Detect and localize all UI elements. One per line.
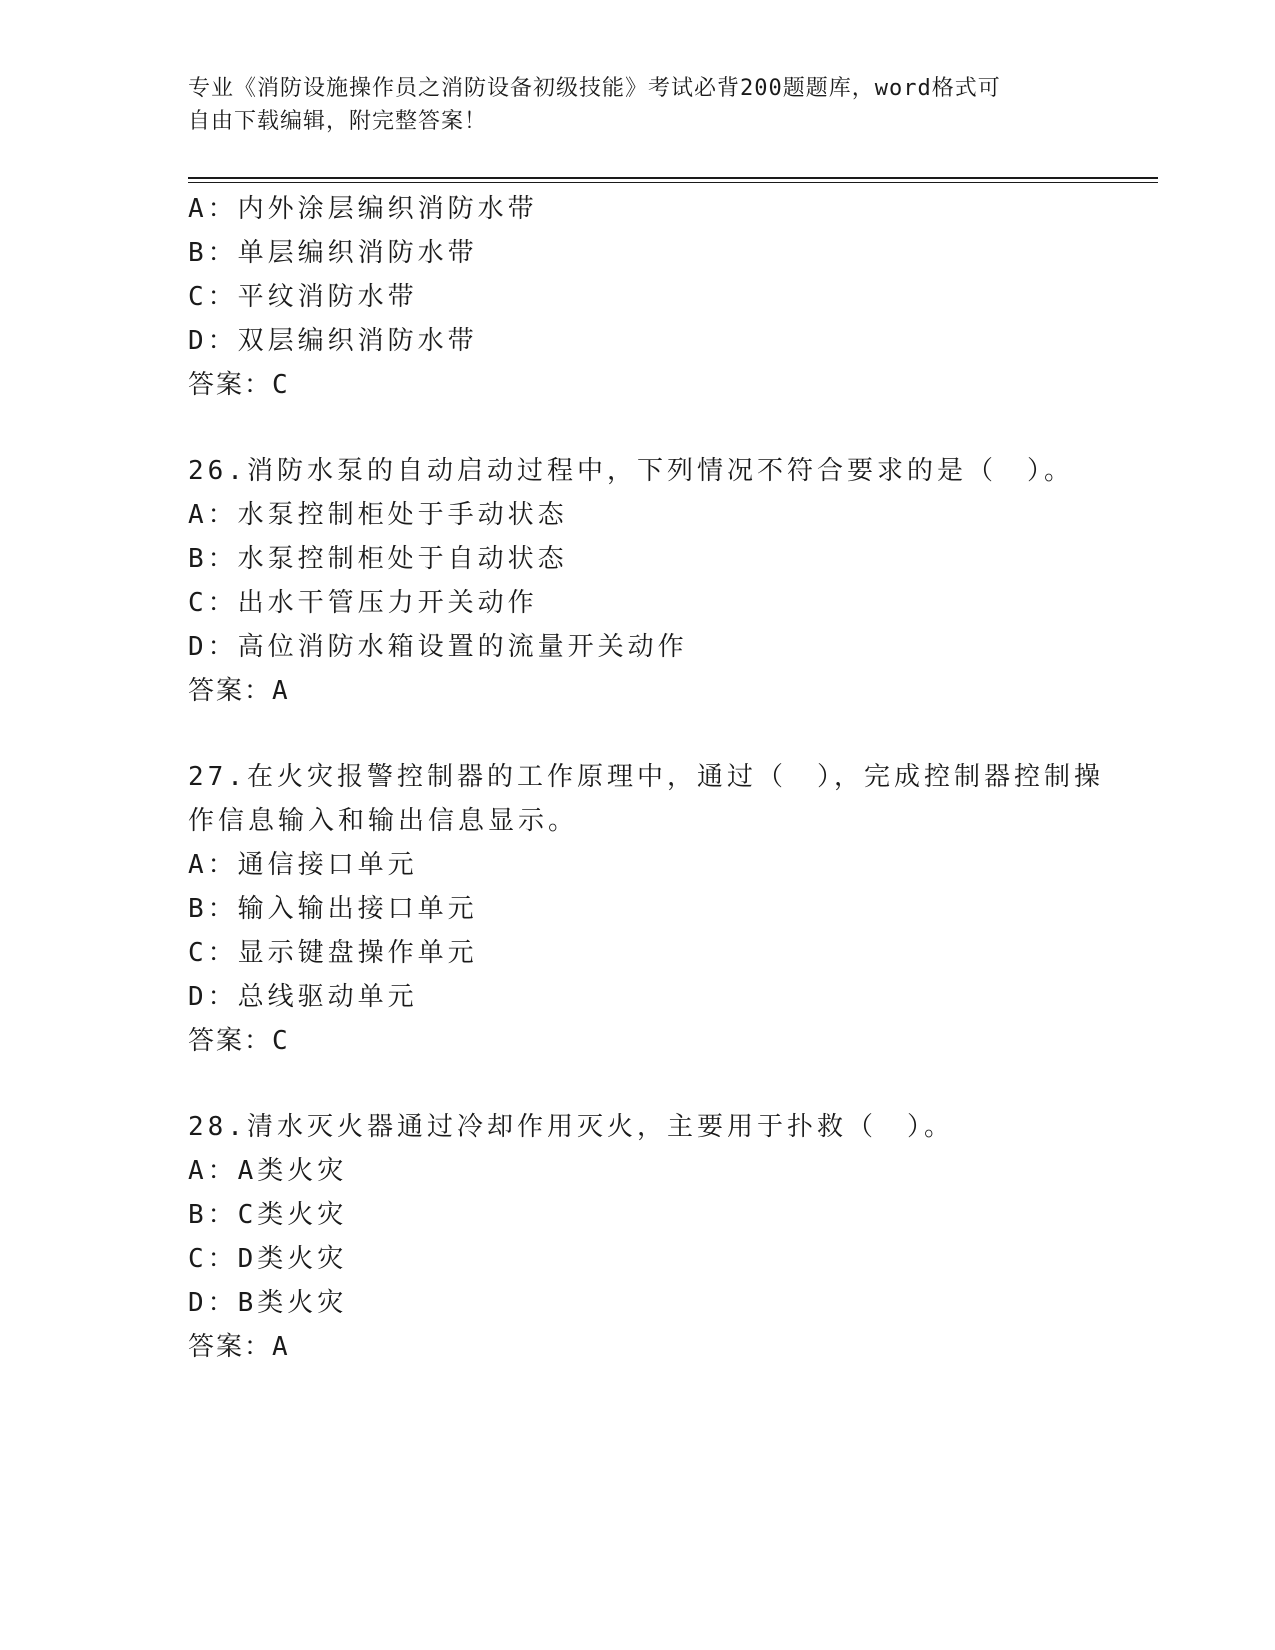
q26-option-c: C：出水干管压力开关动作 <box>188 588 538 618</box>
q26-answer: 答案：A <box>188 676 290 706</box>
q26-option-b: B：水泵控制柜处于自动状态 <box>188 544 568 574</box>
q25-option-b: B：单层编织消防水带 <box>188 238 478 268</box>
q25-option-a: A：内外涂层编织消防水带 <box>188 194 538 224</box>
q28-stem: 28.清水灭火器通过冷却作用灭火，主要用于扑救（ ）。 <box>188 1112 954 1142</box>
q28-option-d: D：B类火灾 <box>188 1288 348 1318</box>
q26-option-a: A：水泵控制柜处于手动状态 <box>188 500 568 530</box>
header-line-1: 专业《消防设施操作员之消防设备初级技能》考试必背200题题库，word格式可 <box>188 76 1001 101</box>
q28-option-a: A：A类火灾 <box>188 1156 348 1186</box>
q26-stem: 26.消防水泵的自动启动过程中，下列情况不符合要求的是（ ）。 <box>188 456 1074 486</box>
q28-option-b: B：C类火灾 <box>188 1200 348 1230</box>
q27-stem-line-1: 27.在火灾报警控制器的工作原理中，通过（ ），完成控制器控制操 <box>188 762 1104 792</box>
q27-answer: 答案：C <box>188 1026 290 1056</box>
q25-answer: 答案：C <box>188 370 290 400</box>
q28-answer: 答案：A <box>188 1332 290 1362</box>
header-divider-thin <box>188 182 1158 183</box>
q25-option-c: C：平纹消防水带 <box>188 282 418 312</box>
header-divider-thick <box>188 177 1158 179</box>
q27-option-c: C：显示键盘操作单元 <box>188 938 478 968</box>
q28-option-c: C：D类火灾 <box>188 1244 348 1274</box>
q27-stem-line-2: 作信息输入和输出信息显示。 <box>188 806 579 836</box>
header-line-2: 自由下载编辑，附完整答案！ <box>188 109 488 134</box>
document-header <box>188 72 1088 138</box>
q27-option-a: A：通信接口单元 <box>188 850 418 880</box>
q25-option-d: D：双层编织消防水带 <box>188 326 478 356</box>
q26-option-d: D：高位消防水箱设置的流量开关动作 <box>188 632 688 662</box>
q27-option-b: B：输入输出接口单元 <box>188 894 478 924</box>
q27-option-d: D：总线驱动单元 <box>188 982 418 1012</box>
